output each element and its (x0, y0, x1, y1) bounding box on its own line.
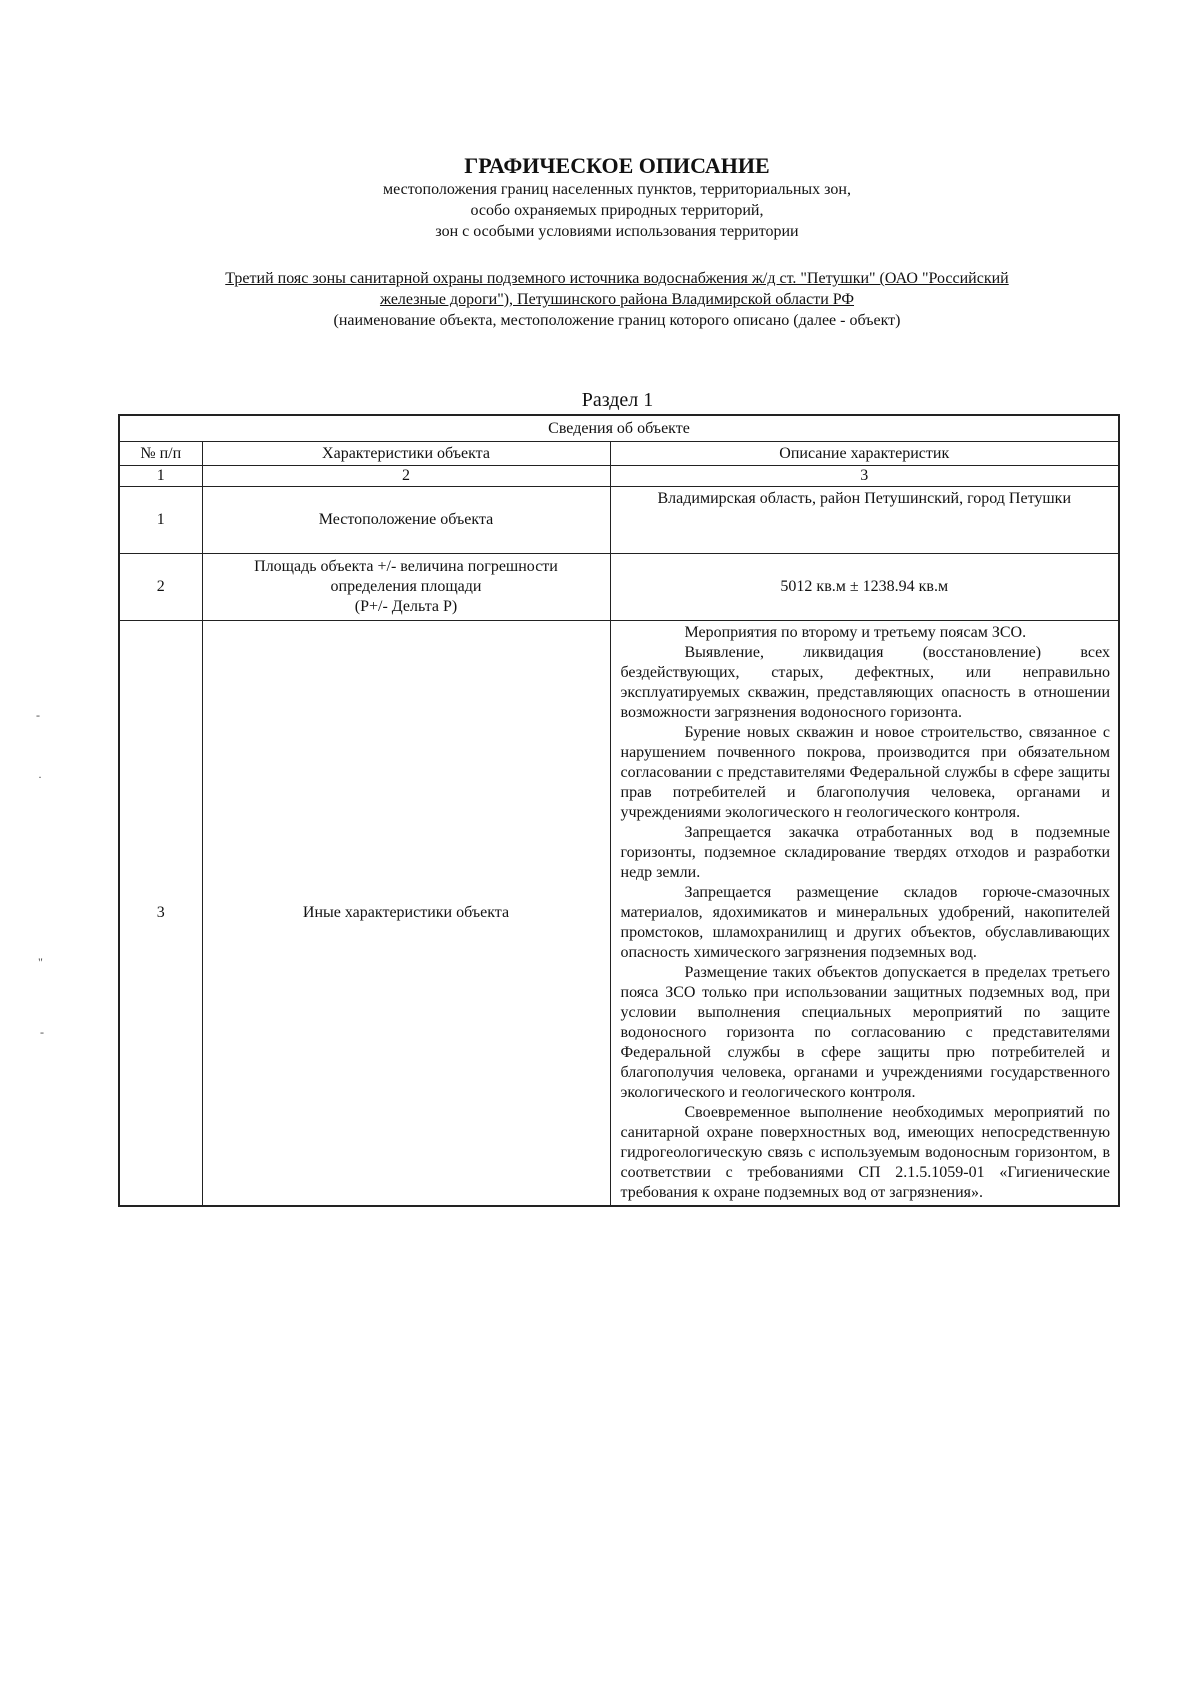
scan-artifact-mark: - (36, 708, 40, 722)
scan-artifact-mark: - (40, 1025, 44, 1039)
column-header: Характеристики объекта (202, 442, 610, 466)
subtitle-line: зон с особыми условиями использования территории (435, 223, 799, 240)
object-name-line: Третий пояс зоны санитарной охраны подземного источника водоснабжения ж/д ст. "Петушки" (ОАО "Российский (225, 270, 1009, 287)
table-caption-row (119, 415, 1119, 442)
scan-artifact-mark: " (38, 955, 43, 969)
description-paragraph: Запрещается закачка отработанных вод в подземные горизонты, подземное складирование твердях отходов и разработки недр земли. (620, 824, 1111, 881)
row-number: 1 (119, 487, 202, 554)
subtitle-line: местоположения границ населенных пунктов, территориальных зон, (383, 181, 851, 198)
characteristic-line: Площадь объекта +/- величина погрешности (254, 558, 558, 575)
row-characteristic: Иные характеристики объекта (202, 621, 610, 1207)
column-number: 3 (610, 466, 1119, 487)
object-name-block (130, 268, 1104, 331)
description-paragraph: Своевременное выполнение необходимых мероприятий по санитарной охране поверхностных вод, имеющих непосредственную гидрогеологическую связь с используемым водоносным горизонтом, в соответствии с требованиями СП 2.1.5.1059-01 «Гигиенические требования к охране подземных вод от загрязнения». (620, 1104, 1111, 1201)
row-number: 2 (119, 554, 202, 621)
characteristic-line: (Р+/- Дельта Р) (354, 598, 458, 615)
object-note: (наименование объекта, местоположение границ которого описано (далее - объект) (333, 312, 901, 329)
document-title: ГРАФИЧЕСКОЕ ОПИСАНИЕ (464, 153, 770, 178)
row-description: 5012 кв.м ± 1238.94 кв.м (610, 554, 1119, 621)
description-paragraph: Мероприятия по второму и третьему поясам ЗСО. (684, 624, 1027, 641)
column-number: 1 (119, 466, 202, 487)
description-paragraph: Запрещается размещение складов горюче-смазочных материалов, ядохимикатов и минеральных удобрений, накопителей промстоков, шламохранилищ и других объектов, обуславливающих опасность химического загрязнения подземных вод. (620, 884, 1111, 961)
column-number: 2 (202, 466, 610, 487)
object-name-line: железные дороги"), Петушинского района Владимирской области РФ (379, 291, 855, 308)
scan-artifact-mark: · (38, 770, 42, 784)
row-characteristic: Местоположение объекта (202, 487, 610, 554)
table-row (119, 554, 1119, 621)
characteristic-line: определения площади (330, 578, 482, 595)
description-paragraph: Размещение таких объектов допускается в пределах третьего пояса ЗСО только при использовании защитных подземных вод, при условии выполнения специальных мероприятий по защите водоносного горизонта по согласованию с представителями Федеральной службы в сфере защиты прю потребителей и благополучия человека, органами и учреждениями государственного экологического и геологического контроля. (620, 964, 1111, 1101)
subtitle-line: особо охраняемых природных территорий, (470, 202, 764, 219)
document-header (0, 153, 1200, 242)
section-title: Раздел 1 (581, 389, 654, 411)
object-info-table (118, 414, 1120, 1207)
description-paragraph: Выявление, ликвидация (восстановление) всех бездействующих, старых, дефектных, или неправильно эксплуатируемых скважин, представляющих опасность в отношении возможности загрязнения водоносного горизонта. (620, 644, 1111, 721)
description-paragraph: Бурение новых скважин и новое строительство, связанное с нарушением почвенного покрова, производится при обязательном согласовании с представителями Федеральной службы в сфере защиты прав потребителей и благополучия человека, органами и учреждениями экологического н геологического контроля. (620, 724, 1111, 821)
row-number: 3 (119, 621, 202, 1207)
table-header-row (119, 442, 1119, 466)
table-caption: Сведения об объекте (119, 415, 1119, 442)
column-header: Описание характеристик (610, 442, 1119, 466)
table-row (119, 621, 1119, 1207)
column-number-row (119, 466, 1119, 487)
row-description: Владимирская область, район Петушинский, город Петушки (610, 487, 1119, 554)
row-characteristic (202, 554, 610, 621)
row-description (610, 621, 1119, 1207)
table-row (119, 487, 1119, 554)
column-header: № п/п (119, 442, 202, 466)
